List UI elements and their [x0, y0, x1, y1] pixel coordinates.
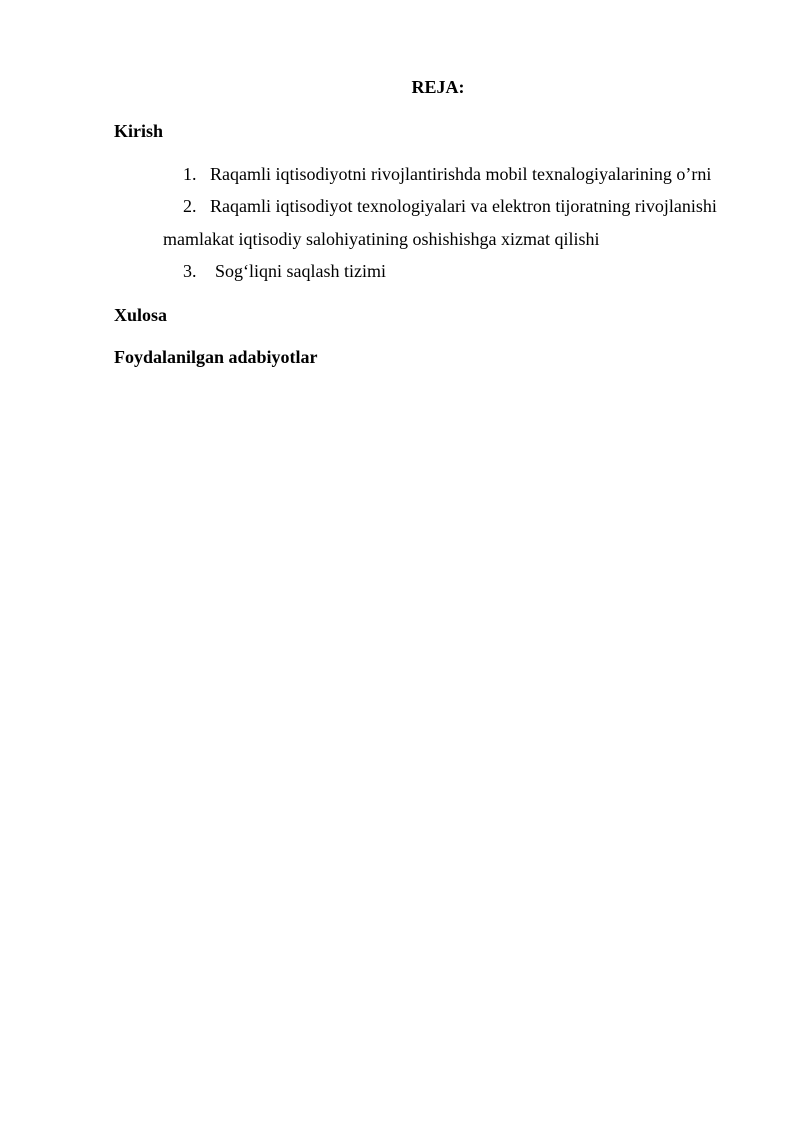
list-item-number: 1.: [183, 164, 197, 184]
list-item-number: 3.: [183, 261, 197, 281]
intro-heading: Kirish: [114, 121, 164, 141]
list-item-text: Raqamli iqtisodiyot texnologiyalari va elektron tijoratning rivojlanishi: [210, 196, 717, 216]
list-item-text: Raqamli iqtisodiyotni rivojlantirishda mobil texnalogiyalarining o’rni: [210, 164, 712, 184]
page-title: REJA:: [411, 77, 465, 97]
references-heading: Foydalanilgan adabiyotlar: [114, 347, 318, 367]
list-item-continuation: mamlakat iqtisodiy salohiyatining oshishishga xizmat qilishi: [163, 229, 600, 249]
conclusion-heading: Xulosa: [114, 305, 168, 325]
list-item-number: 2.: [183, 196, 197, 216]
list-item-text: Sog‘liqni saqlash tizimi: [215, 261, 386, 281]
